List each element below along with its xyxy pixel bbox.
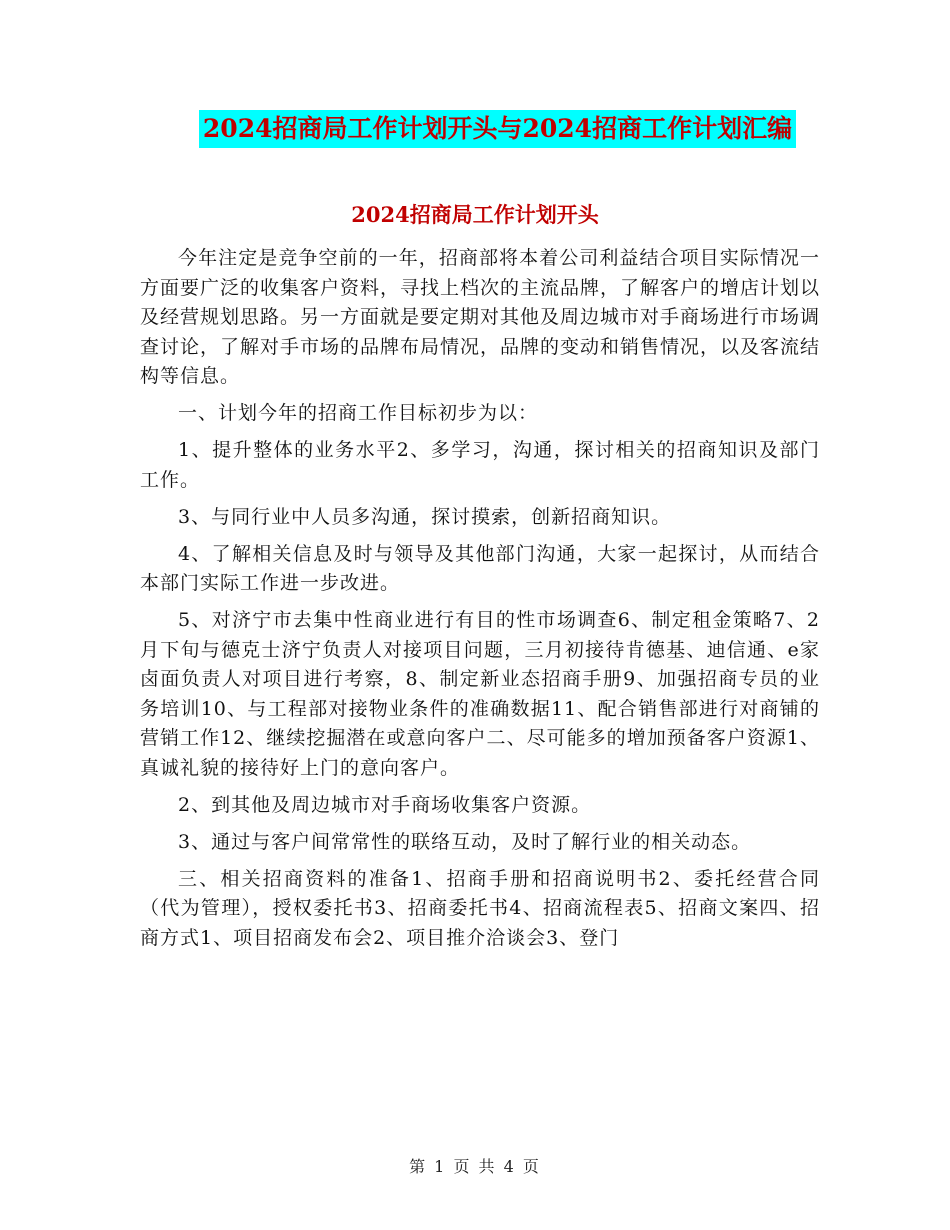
- paragraph: 3、与同行业中人员多沟通，探讨摸索，创新招商知识。: [178, 505, 672, 528]
- section-title: 2024招商局工作计划开头: [351, 202, 599, 227]
- paragraph: 1、提升整体的业务水平2、多学习，沟通，探讨相关的招商知识及部门工作。: [140, 439, 820, 491]
- page-title-container: [0, 110, 950, 148]
- page-title: 2024招商局工作计划开头与2024招商工作计划汇编: [199, 110, 796, 148]
- paragraph: 3、通过与客户间常常性的联络互动，及时了解行业的相关动态。: [178, 830, 752, 853]
- paragraph: 三、相关招商资料的准备1、招商手册和招商说明书2、委托经营合同（代为管理），授权委托书3、招商委托书4、招商流程表5、招商文案四、招商方式1、项目招商发布会2、项目推介洽谈会3、登门: [140, 867, 820, 949]
- paragraph: 今年注定是竞争空前的一年，招商部将本着公司利益结合项目实际情况一方面要广泛的收集客户资料，寻找上档次的主流品牌，了解客户的增店计划以及经营规划思路。另一方面就是要定期对其他及周边城市对手商场进行市场调查讨论，了解对手市场的品牌布局情况，品牌的变动和销售情况，以及客流结构等信息。: [140, 247, 821, 387]
- paragraph: 4、了解相关信息及时与领导及其他部门沟通，大家一起探讨，从而结合本部门实际工作进一步改进。: [140, 542, 820, 594]
- paragraph: 一、计划今年的招商工作目标初步为以：: [178, 402, 539, 424]
- page-footer: 第 1 页 共 4 页: [409, 1157, 541, 1176]
- document-body: [140, 244, 820, 961]
- paragraph: 5、对济宁市去集中性商业进行有目的性市场调查6、制定租金策略7、2月下旬与德克士济宁负责人对接项目问题，三月初接待肯德基、迪信通、e家卤面负责人对项目进行考察，8、制定新业态招商手册9、加强招商专员的业务培训10、与工程部对接物业条件的准确数据11、配合销售部进行对商铺的营销工作12、继续挖掘潜在或意向客户二、尽可能多的增加预备客户资源1、真诚礼貌的接待好上门的意向客户。: [140, 609, 820, 779]
- paragraph: 2、到其他及周边城市对手商场收集客户资源。: [178, 793, 592, 816]
